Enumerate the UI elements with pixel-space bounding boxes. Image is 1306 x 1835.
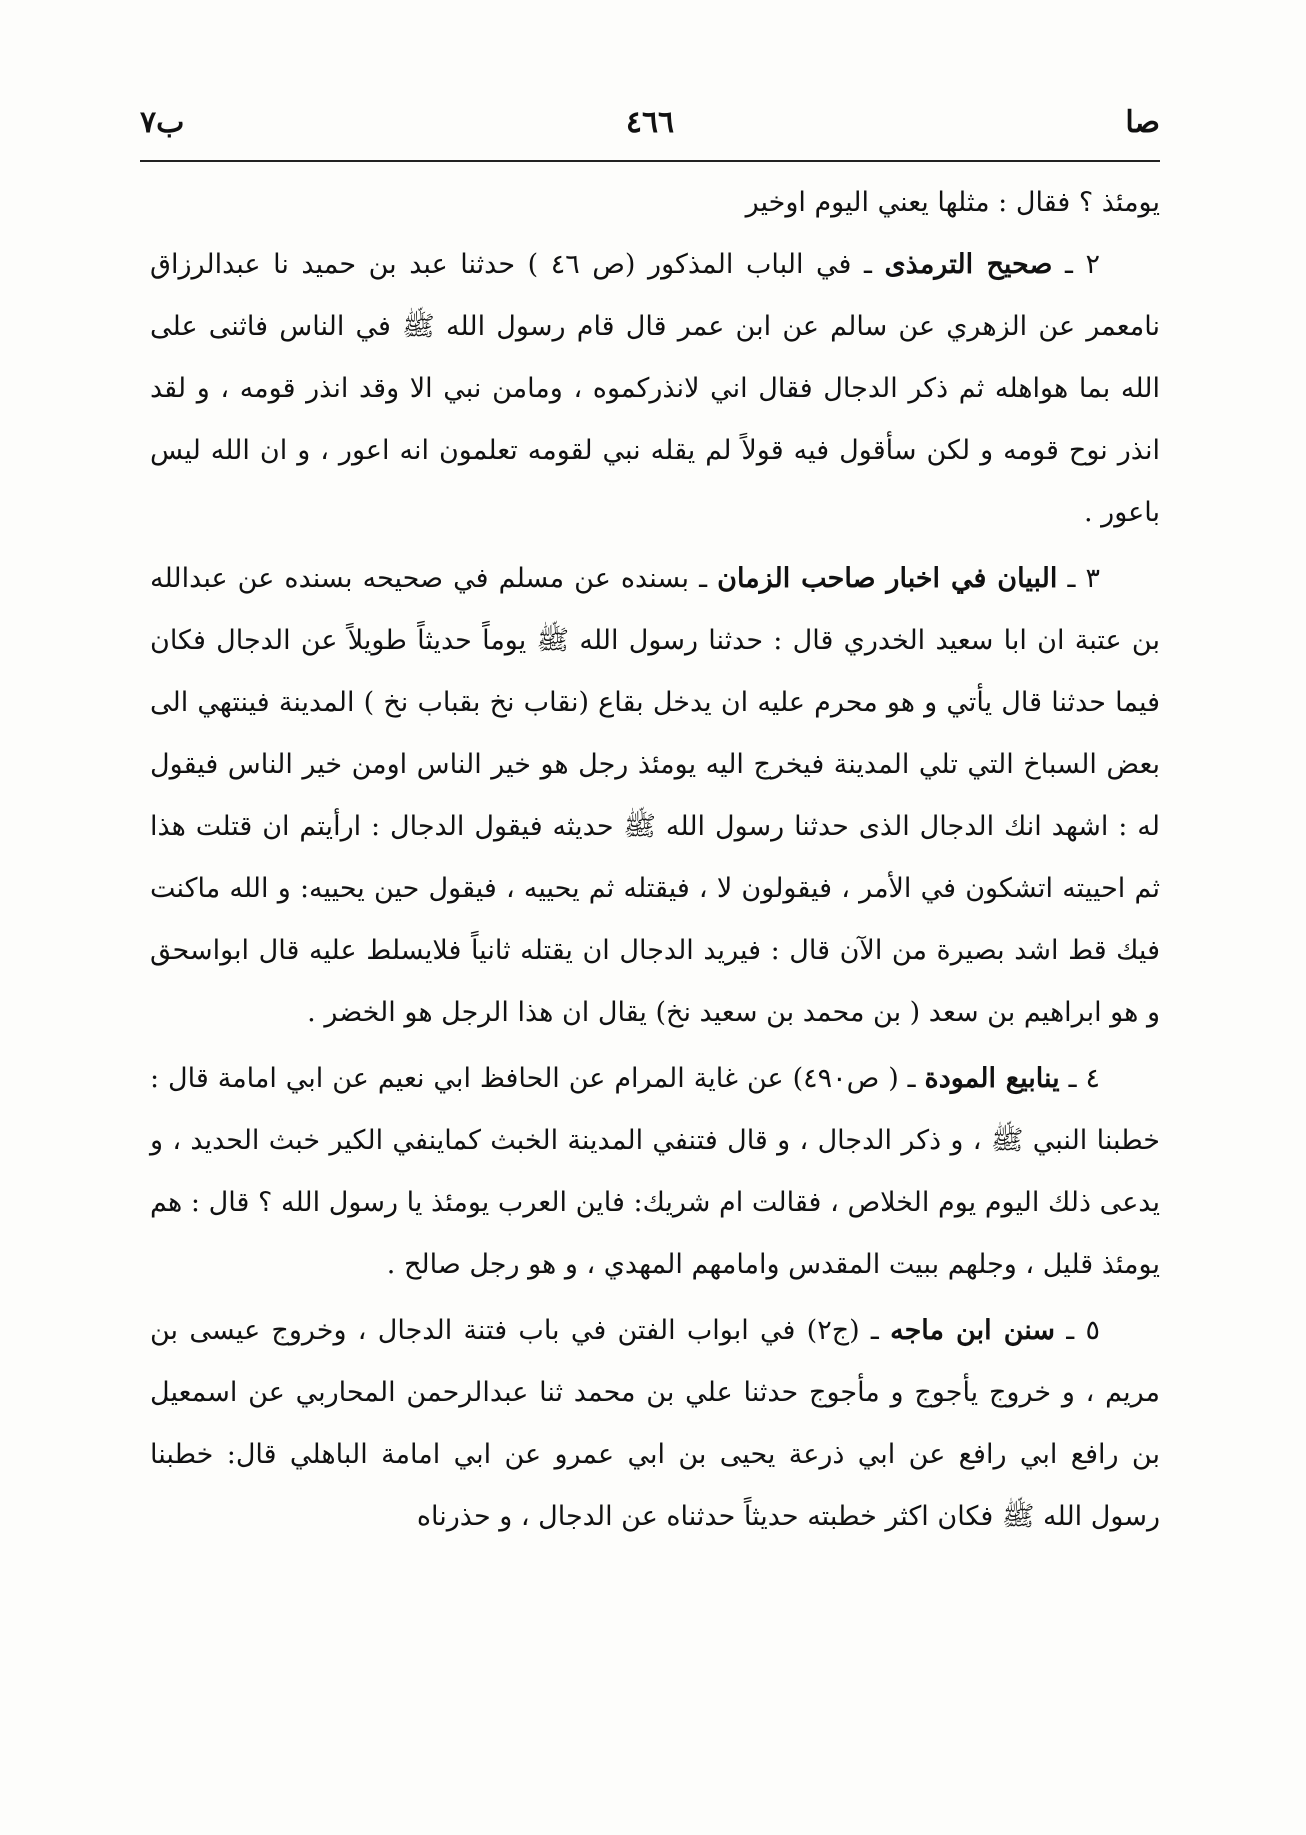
section-4 (150, 1048, 1160, 1296)
section-2-text: ـ في الباب المذكور (ص ٤٦ ) حدثنا عبد بن حميد نا عبدالرزاق نامعمر عن الزهري عن سالم عن ابن عمر قال قام رسول الله ﷺ في الناس فاثنى على الله بما هواهله ثم ذكر الدجال فقال اني لانذركموه ، ومامن نبي الا وقد انذر قومه ، و لقد انذر نوح قومه و لكن سأقول فيه قولاً لم يقله نبي لقومه تعلمون انه اعور ، و ان الله ليس باعور . (150, 249, 1160, 528)
page-body (150, 172, 1160, 1548)
header-rule (140, 160, 1160, 162)
page-number: ٤٦٦ (625, 105, 675, 140)
page-header (140, 105, 1160, 149)
header-chapter-mark: ب٧ (140, 105, 185, 140)
section-3-number: ٣ ـ (1067, 563, 1100, 594)
section-3 (150, 548, 1160, 1044)
section-4-text: ـ ( ص٤٩٠) عن غاية المرام عن الحافظ ابي نعيم عن ابي امامة قال : خطبنا النبي ﷺ ، و ذكر الدجال ، و قال فتنفي المدينة الخبث كماينفي الكير خبث الحديد ، و يدعى ذلك اليوم يوم الخلاص ، فقالت ام شريك: فاين العرب يومئذ يا رسول الله ؟ قال : هم يومئذ قليل ، وجلهم ببيت المقدس وامامهم المهدي ، و هو رجل صالح . (150, 1063, 1160, 1280)
header-section-mark: صا (1125, 105, 1160, 140)
section-4-number: ٤ ـ (1068, 1063, 1100, 1094)
section-2-title: صحيح الترمذى (884, 249, 1053, 280)
section-5-number: ٥ ـ (1066, 1315, 1100, 1346)
section-5-title: سنن ابن ماجه (890, 1315, 1056, 1346)
section-3-text: ـ بسنده عن مسلم في صحيحه بسنده عن عبدالله بن عتبة ان ابا سعيد الخدري قال : حدثنا رسول الله ﷺ يوماً حديثاً طويلاً عن الدجال فكان فيما حدثنا قال يأتي و هو محرم عليه ان يدخل بقاع (نقاب نخ بقباب نخ ) المدينة فينتهي الى بعض السباخ التي تلي المدينة فيخرج اليه يومئذ رجل هو خير الناس اومن خير الناس فيقول له : اشهد انك الدجال الذى حدثنا رسول الله ﷺ حديثه فيقول الدجال : ارأيتم ان قتلت هذا ثم احييته اتشكون في الأمر ، فيقولون لا ، فيقتله ثم يحييه ، فيقول حين يحييه: و الله ماكنت فيك قط اشد بصيرة من الآن قال : فيريد الدجال ان يقتله ثانياً فلايسلط عليه قال ابواسحق و هو ابراهيم بن سعد ( بن محمد بن سعيد نخ) يقال ان هذا الرجل هو الخضر . (150, 563, 1160, 1028)
continuation-line: يومئذ ؟ فقال : مثلها يعني اليوم اوخير (745, 187, 1160, 218)
section-2 (150, 234, 1160, 544)
section-5 (150, 1300, 1160, 1548)
section-5-text: ـ (ج٢) في ابواب الفتن في باب فتنة الدجال ، وخروج عيسى بن مريم ، و خروج يأجوج و مأجوج حدثنا علي بن محمد ثنا عبدالرحمن المحاربي عن اسمعيل بن رافع ابي رافع عن ابي ذرعة يحيى بن ابي عمرو عن ابي امامة الباهلي قال: خطبنا رسول الله ﷺ فكان اكثر خطبته حديثاً حدثناه عن الدجال ، و حذرناه (150, 1315, 1160, 1532)
section-3-title: البيان في اخبار صاحب الزمان (717, 563, 1058, 594)
section-4-title: ينابيع المودة (924, 1063, 1060, 1094)
section-2-number: ٢ ـ (1064, 249, 1100, 280)
